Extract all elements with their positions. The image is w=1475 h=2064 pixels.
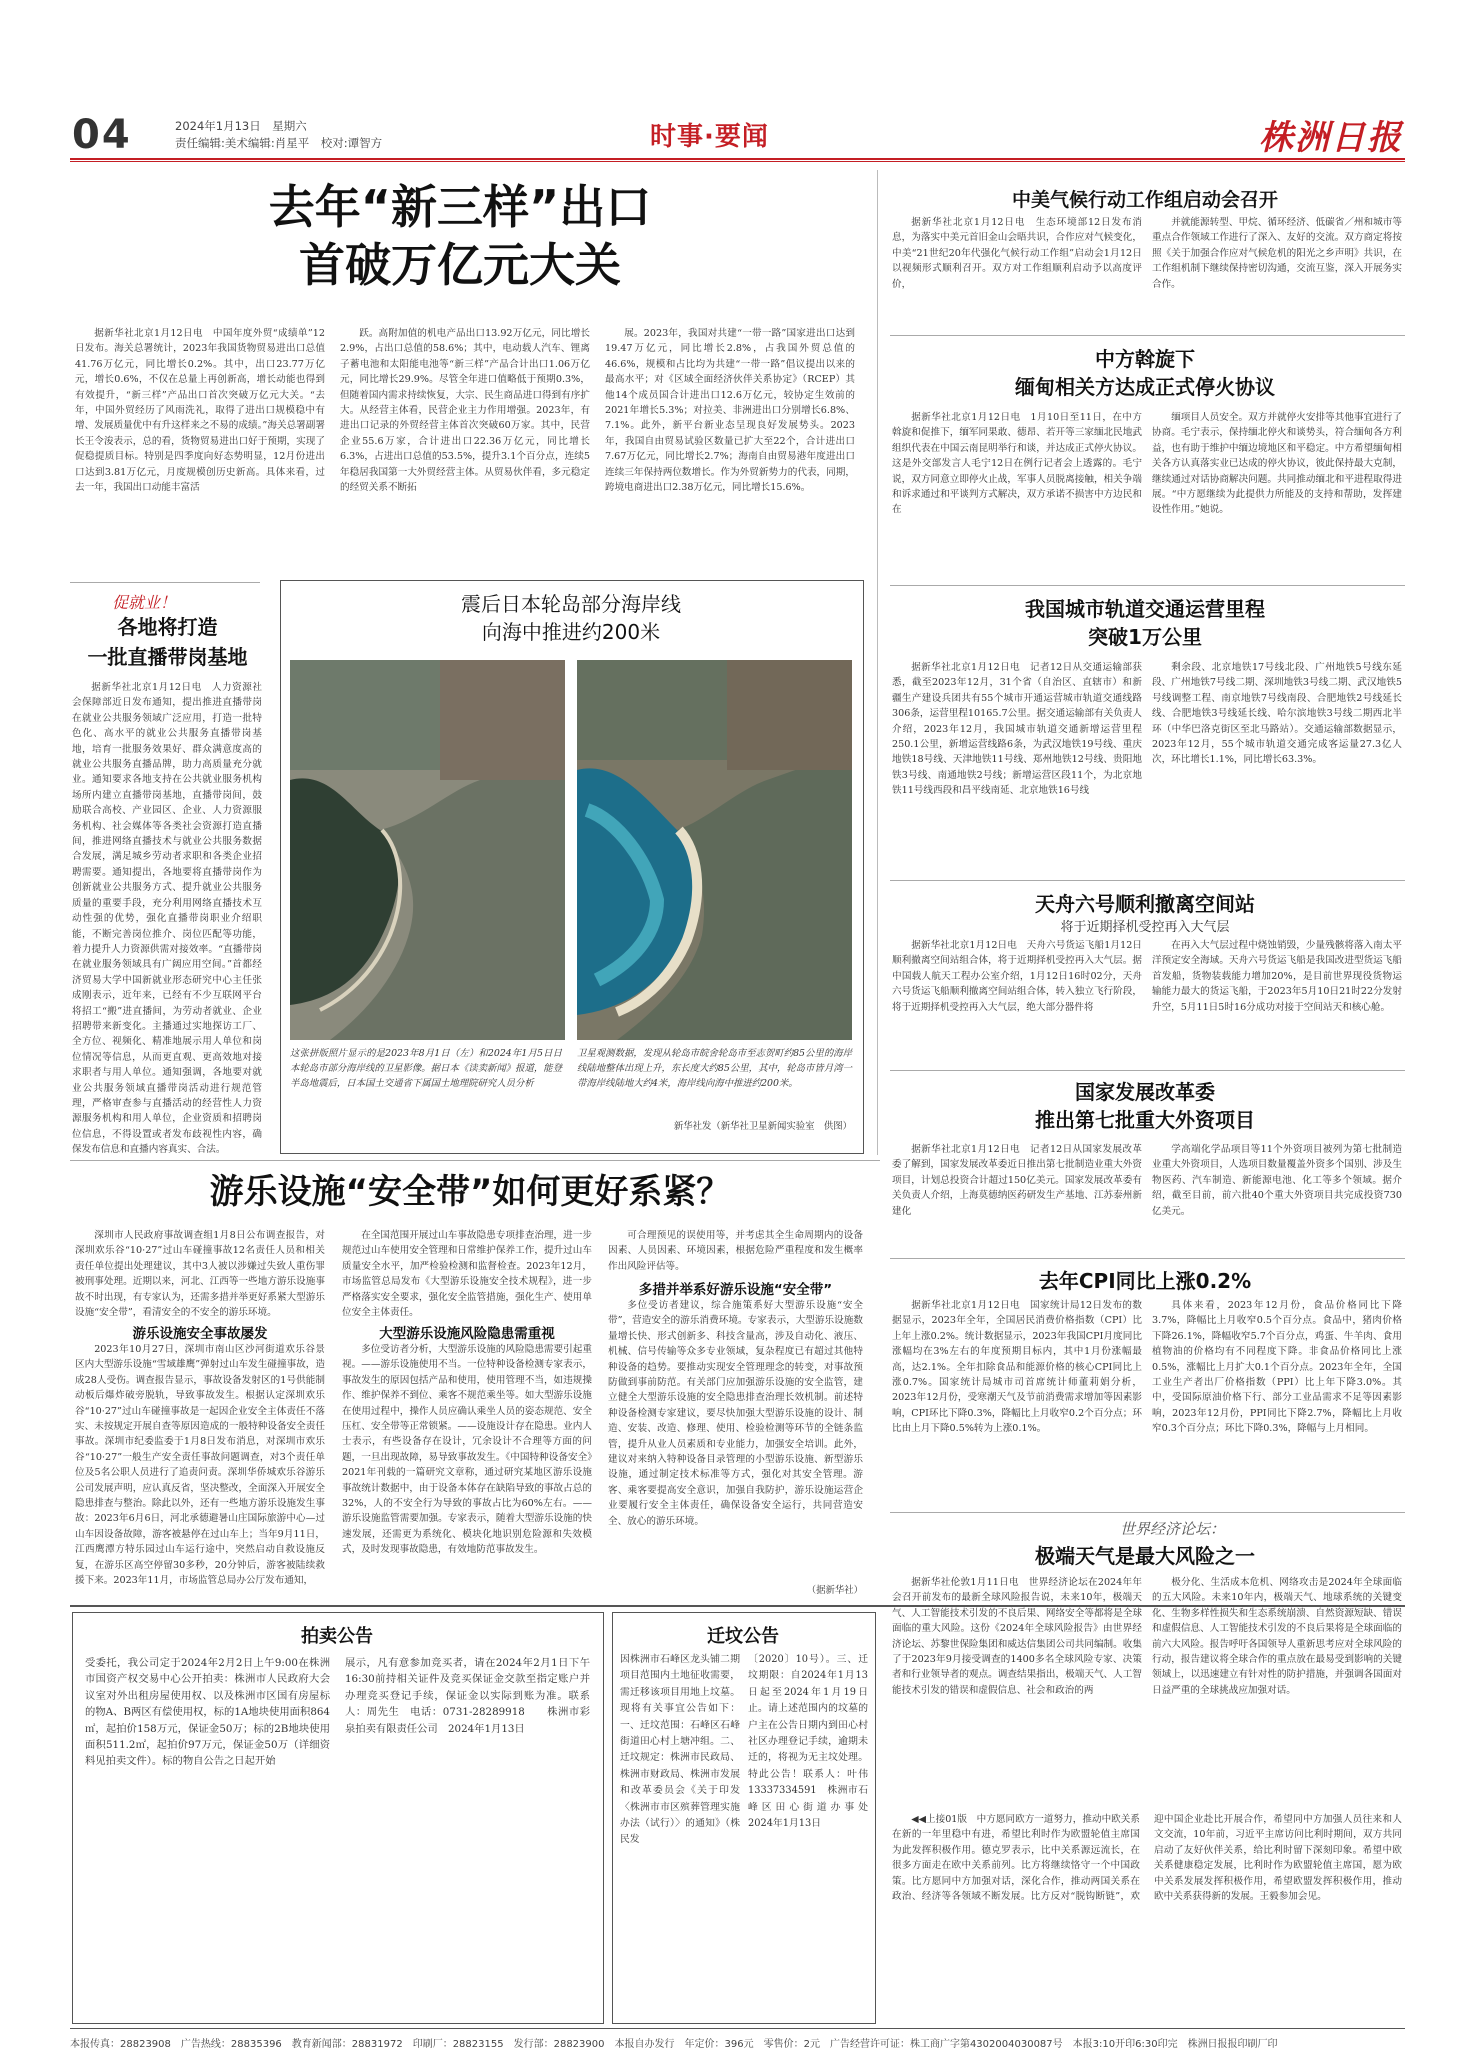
climate-col-2: 并就能源转型、甲烷、循环经济、低碳省／州和城市等重点合作领域工作进行了深入、友好的交流。双方商定将按照《关于加强合作应对气候危机的阳光之乡声明》共识，在工作组机制下继续保持密切沟通，交流互鉴，深入开展务实合作。 (1152, 217, 1402, 290)
auction-col-1: 受委托，我公司定于2024年2月2日上午9:00在株洲市国资产权交易中心公开拍卖：株洲市人民政府大会议室对外出租房屋使用权、以及株洲市区国有房屋标的物A、B两区有偿使用权，标的1A地块使用面积864㎡，起拍价158万元，保证金50万；标的2B地块使用面积511.2㎡，起拍价97万元，保证金50万（详细资料见拍卖文件）。标的物自公告之日起开始 (85, 1657, 330, 1768)
lead-col-1: 据新华社北京1月12日电 中国年度外贸“成绩单”12日发布。海关总署统计，2023年我国货物贸易进出口总值41.76万亿元，同比增长0.2%。其中，出口23.77万亿元，增长0.6%，不仅在总量上再创新高，增长动能也得到有效提升，“新三样”产品出口首次突破万亿元大关。“去年，中国外贸经历了风雨洗礼，取得了进出口规模稳中有增、发展质量优中有升这样来之不易的成绩。”海关总署副署长王令浚表示，总的看，货物贸易进出口好于预期，实现了促稳提质目标。特别是四季度向好态势明显，12月份进出口达到3.81万亿元，月度规模创历史新高。具体来看，过去一年，我国出口动能丰富活 (75, 328, 325, 494)
livestream-body: 据新华社北京1月12日电 人力资源社会保障部近日发布通知，提出推进直播带岗在就业公共服务领域广泛应用，打造一批特色化、高水平的就业公共服务直播带岗基地，培育一批服务效果好、群众满意度高的就业公共服务直播品牌，助力高质量充分就业。通知要求各地支持在公共就业服务机构场所内建立直播带岗基地，直播带岗间，鼓励联合高校、产业园区、企业、人力资源服务机构、社会媒体等各类社会资源打造直播间，推进网络直播技术与就业公共服务数据合发展，满足城乡劳动者求职和各类企业招聘需要。通知提出，各地要将直播带岗作为创新就业公共服务方式、提升就业公共服务质量的重要手段，充分利用网络直播技术互动性强的优势，强化直播带岗职业介绍职能，不断完善岗位推介、岗位匹配等功能，着力提升人力资源供需对接效率。“直播带岗在就业服务领域具有广阔应用空间。”首都经济贸易大学中国新就业形态研究中心主任张成刚表示，近年来，已经有不少互联网平台将招工“搬”进直播间，为劳动者就业、企业招聘带来新变化。主播通过实地探访工厂、全方位、视频化、精准地展示用人单位和岗位情况等信息，从而更直观、更高效地对接求职者与用人单位。通知强调，各地要对就业公共服务领域直播带岗活动进行规范管理，严格审查参与直播活动的经营性人力资源服务机构和用人单位，企业资质和招聘岗位信息，不得设置或者发布歧视性内容，确保发布信息和直播内容真实、合法。 (72, 682, 262, 1156)
ndrc-col-1: 据新华社北京1月12日电 记者12日从国家发展改革委了解到，国家发展改革委近日推出第七批制造业重大外资项目，计划总投资合计超过150亿美元。国家发展改革委有关负责人介绍，上海莫德纳医药研发生产基地、江苏泰州新建化 (892, 1144, 1142, 1217)
lead-title-line1: 去年“新三样”出口 (268, 180, 652, 234)
safety-subhead-3: 多措并举系好游乐设施“安全带” (638, 1282, 833, 1298)
divider (890, 1512, 1405, 1513)
column-divider (877, 170, 878, 1155)
header-info (175, 118, 382, 152)
relocation-col-1: 因株洲市石峰区龙头铺二期项目范围内土地征收需要，需迁移该项目用地上坟墓。现将有关事宜公告如下：一、迁坟范围：石峰区石峰街道田心村上塘冲组。二、迁坟规定：株洲市民政局、株洲市财政局、株洲市发展和改革委员会《关于印发〈株洲市市区殡葬管理实施办法（试行）〉的通知》（株民发 (620, 1654, 740, 1846)
safety-subhead-1: 游乐设施安全事故屡发 (132, 1326, 268, 1342)
safety-col-1: 2023年10月27日，深圳市南山区沙河街道欢乐谷景区内大型游乐设施“雪域雄鹰”弹射过山车发生碰撞事故，造成28人受伤。调查报告显示，事故设备发射区的1号供能制动板后爆炸破旁脱轨，导致事故发生。根据认定深圳欢乐谷“10·27”过山车碰撞事故是一起因企业安全主体责任不落实、未按规定开展自查等原因造成的一般特种设备安全责任事故。深圳市纪委监委于1月8日发布消息，对深圳市欢乐谷“10·27”一般生产安全责任事故问题调查，对3个责任单位及5名公职人员进行了追责问责。深圳华侨城欢乐谷游乐公司发展声明，应认真反省，坚决整改，全面深入开展安全隐患排查与整治。除此以外，还有一些地方游乐设施发生事故：2023年6月6日，河北承德避暑山庄国际旅游中心—过山车因设备故障，游客被悬停在过山车上；当年9月11日，江西鹰潭方特乐园过山车运行途中，突然启动自救设施反复，在游乐区高空停留30多秒，20分钟后，游客被陆续救援下来。2023年11月，市场监管总局办公厅发布通知， (75, 1344, 325, 1587)
rail-col-1: 据新华社北京1月12日电 记者12日从交通运输部获悉，截至2023年12月，31个省（自治区、直辖市）和新疆生产建设兵团共有55个城市开通运营城市轨道交通线路306条，运营里程10165.7公里。据交通运输部有关负责人介绍，2023年12月，我国城市轨道交通新增运营里程250.1公里，新增运营线路6条，为武汉地铁19号线、重庆地铁18号线、天津地铁11号线、郑州地铁12号线、贵阳地铁3号线、南通地铁2号线；新增运营区段11个，为北京地铁11号线西段和昌平线南延、北京地铁16号线 (892, 662, 1142, 797)
ads-rule (70, 1605, 1405, 1607)
photo-credit: 新华社发（新华社卫星新闻实验室 供图） (673, 1121, 852, 1132)
divider (890, 880, 1405, 881)
climate-col-1: 据新华社北京1月12日电 生态环境部12日发布消息，为落实中美元首旧金山会晤共识，合作应对气候变化，中美“21世纪20年代强化气候行动工作组”启动会1月12日以视频形式顺利召开。双方对工作组顺利启动予以高度评价， (892, 217, 1142, 290)
weather-col-2: 极分化、生活成本危机、网络攻击是2024年全球面临的五大风险。未来10年内，极端天气、地球系统的关键变化、生物多样性损失和生态系统崩溃、自然资源短缺、错误和虚假信息、人工智能技术引发的不良后果将是全球面临的前六大风险。报告呼吁各国领导人重新思考应对全球风险的行动，报告建议将全球合作的重点放在最易受到影响的关键领域上，以迅速建立有针对性的防护措施，并强调各国面对日益严重的全球挑战应加强对话。 (1152, 1577, 1402, 1696)
page-number: 04 (72, 112, 132, 158)
relocation-col-2: 〔2020〕10号）。三、迁坟期限：自2024年1月13日起至2024年1月19日止。请上述范围内的坟墓的户主在公告日期内到田心村社区办理登记手续，逾期未迁的，将视为无主坟处理。特此公告！联系人：叶伟 13337334591 株洲市石峰区田心街道办事处 2024年1月13日 (748, 1654, 878, 1830)
editors-line: 责任编辑:美术编辑:肖星平 校对:谭智方 (175, 136, 383, 150)
tianzhou-subtitle: 将于近期择机受控再入大气层 (1060, 920, 1230, 935)
rail-col-2: 剩余段、北京地铁17号线北段、广州地铁5号线东延段、广州地铁7号线二期、深圳地铁3号线二期、武汉地铁5号线调整工程、南京地铁7号线南段、合肥地铁2号线延长线、合肥地铁3号线延长线、哈尔滨地铁3号线二期西北半环（中华巴洛克街区至北马路站）。交通运输部数据显示，2023年12月，55个城市轨道交通完成客运量27.3亿人次，环比增长1.1%，同比增长63.3%。 (1152, 662, 1402, 766)
cpi-col-2: 具体来看，2023年12月份，食品价格同比下降3.7%，降幅比上月收窄0.5个百分点。食品中，猪肉价格下降26.1%，降幅收窄5.7个百分点，鸡蛋、牛羊肉、食用植物油的价格均有不同程度下降。非食品价格同比上涨0.5%，涨幅比上月扩大0.1个百分点。2023年全年，全国工业生产者出厂价格指数（PPI）比上年下降3.0%。其中，受国际原油价格下行、部分工业品需求不足等因素影响，2023年12月份，PPI同比下降2.7%，降幅比上月收窄0.3个百分点；环比下降0.3%，降幅与上月相同。 (1152, 1300, 1402, 1435)
divider (890, 585, 1405, 586)
safety-col-3b: 多位受访者建议，综合施策系好大型游乐设施“安全带”，营造安全的游乐消费环境。专家表示，大型游乐设施数量增长快、形式创新多、科技含量高，涉及自动化、液压、机械、信号传输等众多专业领域，复杂程度已有超过其他特种设备的趋势。要推动实现安全管理理念的转变，对事故预防做到事前防范。有关部门应加强游乐设施的安全监管，建立健全大型游乐设施的安全隐患排查治理长效机制。前述特种设备检测专家建议，要尽快加强大型游乐设施的设计、制造、安装、改造、修理、使用、检验检测等环节的全链条监管，提升从业人员素质和专业能力，加强安全培训。此外，建议对来纳入特种设备目录管理的小型游乐设施、新型游乐设施，通过制定技术标准等方式，强化对其安全管理。游客、乘客要提高安全意识，加强自我防护，游乐设施运营企业要履行安全主体责任，确保设备安全运行，共同营造安全、放心的游乐环境。 (608, 1300, 863, 1527)
continued-commentary: ◀◀上接01版 中方愿同欧方一道努力，推动中欧关系在新的一年里稳中有进，希望比利时作为欧盟轮值主席国为此发挥积极作用。德克罗表示，比中关系源远流长，在很多方面走在欧中关系前列。比方将继续恪守一个中国政策。比方愿同中方加强对话，深化合作，推动两国关系在政治、经济等各领域不断发展。比方反对“脱钩断链”，欢迎中国企业赴比开展合作，希望同中方加强人员往来和人文交流，10年前，习近平主席访问比利时期间，双方共同启动了友好伙伴关系，给比利时留下深刻印象。希望中欧关系健康稳定发展，比利时作为欧盟轮值主席国，愿为欧中关系发展发挥积极作用，希望欧盟发挥积极作用，推动欧中关系获得新的发展。王毅参加会见。 (892, 1814, 1402, 1903)
satellite-image-before-drawing (290, 660, 565, 1040)
lead-title-line2: 首破万亿元大关 (299, 238, 621, 292)
header-rule-thin (70, 161, 1405, 162)
rail-headline: 我国城市轨道交通运营里程 突破1万公里 (1025, 597, 1265, 649)
divider (70, 582, 260, 583)
climate-headline: 中美气候行动工作组启动会召开 (1011, 189, 1278, 211)
lead-col-2: 跃。高附加值的机电产品出口13.92万亿元，同比增长2.9%，占出口总值的58.6%；其中，电动载人汽车、锂离子蓄电池和太阳能电池等“新三样”产品合计出口1.06万亿元，同比增长29.9%。尽管全年进口值略低于预期0.3%，但随着国内需求持续恢复，大宗、民生商品进口得到有序扩大。从经营主体看，民营企业主力作用增强。2023年，有进出口记录的外贸经营主体首次突破60万家。其中，民营企业55.6万家，合计进出口22.36万亿元，同比增长6.3%，占进出口总值的53.5%，提升3.1个百分点，连续5年稳居我国第一大外贸经营主体。从贸易伙伴看，多元稳定的经贸关系不断拓 (340, 328, 590, 494)
safety-col-2b: 多位受访者分析，大型游乐设施的风险隐患需要引起重视。——游乐设施使用不当。一位特种设备检测专家表示，事故发生的原因包括产品和使用，使用管理不当，如违规操作、维护保养不到位、乘客不规范乘坐等。如大型游乐设施在使用过程中，操作人员应确认乘坐人员的姿态规范、安全压杠、安全带等正常锁紧。——设施设计存在隐患。业内人士表示，有些设备存在设计，冗余设计不合理等方面的问题，一旦出现故障，易导致事故发生。《中国特种设备安全》2021年刊载的一篇研究文章称，通过研究某地区游乐设施事故统计数据中，由于设备本体存在缺陷导致的事故占总的32%，人的不安全行为导致的事故占比为60%左右。——游乐设施监管需要加强。专家表示，随着大型游乐设施的快速发展，还需更为系统化、模块化地识别危险源和失效模式，及时发现事故隐患，有效地防范事故发生。 (342, 1344, 592, 1556)
photo-headline: 震后日本轮岛部分海岸线 向海中推进约200米 (461, 592, 681, 644)
cpi-headline: 去年CPI同比上涨0.2% (1038, 1269, 1252, 1293)
livestream-kicker: 促就业！ (112, 593, 177, 612)
lead-col-3: 展。2023年，我国对共建“一带一路”国家进出口达到19.47万亿元，同比增长2.8%，占我国外贸总值的46.6%，规模和占比均为共建“一带一路”倡议提出以来的最高水平；对《区域全面经济伙伴关系协定》（RCEP）其他14个成员国合计进出口12.6万亿元，较协定生效前的2021年增长5.3%；对拉美、非洲进出口分别增长6.8%、7.1%。此外，新平台新业态呈现良好发展势头。2023年，我国自由贸易试验区数量已扩大至22个，合计进出口7.67万亿元，同比增长2.7%；海南自由贸易港年度进出口连续三年保持两位数增长。作为外贸新势力的代表，同期，跨境电商进出口2.38万亿元，同比增长15.6%。 (605, 328, 855, 494)
header-rule (70, 158, 1405, 160)
divider (890, 335, 1405, 336)
photo-caption-right: 卫星观测数据，发现从轮岛市皖舍轮岛市至志贺町约85公里的海岸线陆地整体出现上升，东长度大约85公里，其中，轮岛市皆月湾一带海岸线陆地大约4米，海岸线向海中推进约200米。 (577, 1048, 852, 1089)
relocation-title: 迁坟公告 (707, 1626, 779, 1647)
divider (890, 1070, 1405, 1071)
myanmar-headline: 中方斡旋下 缅甸相关方达成正式停火协议 (1015, 347, 1275, 399)
auction-col-2: 展示，凡有意参加竞买者，请在2024年2月1日下午16:30前持相关证件及竞买保证金交款至指定账户并办理竞买登记手续，保证金以实际到账为准。联系人：周先生 电话：0731-28289918 株洲市彩泉拍卖有限责任公司 2024年1月13日 (345, 1657, 590, 1735)
tianzhou-headline: 天舟六号顺利撤离空间站 (1035, 892, 1255, 916)
livestream-headline: 各地将打造 一批直播带岗基地 (87, 615, 248, 669)
weather-headline: 极端天气是最大风险之一 (1035, 1544, 1255, 1568)
issue-date: 2024年1月13日 星期六 (175, 119, 307, 133)
safety-col-2a: 在全国范围开展过山车事故隐患专项排查治理，进一步规范过山车使用安全管理和日常维护保养工作，提升过山车质量安全水平，加严检验检测和监督检查。2023年12月，市场监管总局发布《大型游乐设施安全技术规程》，进一步严格落实安全要求，强化安全监管措施，强化生产、使用单位安全主体责任。 (342, 1230, 592, 1319)
divider (70, 1160, 880, 1161)
safety-intro: 深圳市人民政府事故调查组1月8日公布调查报告，对深圳欢乐谷“10·27”过山车碰撞事故12名责任人员和相关责任单位提出处理建议，其中3人被以涉嫌过失致人重伤罪被刑事处理。近期以来，河北、江西等一些地方游乐设施事故不时出现，有专家认为，还需多措并举更好系紧大型游乐设施“安全带”，看清安全的不安全的游乐环境。 (75, 1230, 325, 1319)
photo-caption-left: 这张拼版照片显示的是2023年8月1日（左）和2024年1月5日日本轮岛市部分海岸线的卫星影像。据日本《读卖新闻》报道，能登半岛地震后，日本国土交通省下属国土地理院研究人员分析 (290, 1048, 562, 1089)
weather-col-1: 据新华社伦敦1月11日电 世界经济论坛在2024年年会召开前发布的最新全球风险报告说，未来10年，极端天气、人工智能技术引发的不良后果、网络安全等都将是全球面临的重大风险。这份《2024年全球风险报告》由世界经济论坛、苏黎世保险集团和威达信集团公司共同编制。收集了于2023年9月接受调查的1400多名全球风险专家、决策者和行业领导者的观点。调查结果指出，极端天气、人工智能技术引发的错误和虚假信息、社会和政治的两 (892, 1577, 1142, 1696)
newspaper-logo: 株洲日报 (1259, 118, 1403, 158)
tianzhou-col-2: 在再入大气层过程中烧蚀销毁，少量残骸将落入南太平洋预定安全海域。天舟六号货运飞船是我国改进型货运飞船首发船，货物装载能力增加20%，是目前世界现役货物运输能力最大的货运飞船，于2023年5月10日21时22分发射升空，5月11日5时16分成功对接于空间站天和核心舱。 (1152, 940, 1402, 1013)
safety-credit: （据新华社） (806, 1585, 863, 1596)
cpi-col-1: 据新华社北京1月12日电 国家统计局12日发布的数据显示，2023年全年，全国居民消费价格指数（CPI）比上年上涨0.2%。统计数据显示，2023年我国CPI月度同比涨幅均在3%左右的年度预期目标内，其中1月份涨幅最高，达2.1%。全年扣除食品和能源价格的核心CPI同比上涨0.7%。国家统计局城市司首席统计师董莉娟分析，2023年12月份，受寒潮天气及节前消费需求增加等因素影响，CPI环比下降0.3%，降幅比上月收窄0.2个百分点；环比由上月下降0.5%转为上涨0.1%。 (892, 1300, 1142, 1435)
safety-headline: 游乐设施“安全带”如何更好系紧？ (209, 1172, 731, 1212)
satellite-image-after (577, 660, 852, 1040)
myanmar-col-1: 据新华社北京1月12日电 1月10日至11日，在中方斡旋和促推下，缅军同果敢、德昂、若开等三家缅北民地武组织代表在中国云南昆明举行和谈，并达成正式停火协议。这是外交部发言人毛宁12日在例行记者会上透露的。毛宁说，双方同意立即停火止战，军事人员脱离接触，相关争端和诉求通过和平谈判方式解决，双方承诺不损害中方边民和在 (892, 412, 1142, 516)
safety-subhead-2: 大型游乐设施风险隐患需重视 (379, 1326, 555, 1342)
satellite-image-before (290, 660, 565, 1040)
myanmar-col-2: 缅项目人员安全。双方并就停火安排等其他事宜进行了协商。毛宁表示，保持缅北停火和谈势头，符合缅甸各方利益，也有助于维护中缅边境地区和平稳定。中方希望缅甸相关各方认真落实业已达成的停火协议，彼此保持最大克制，继续通过对话协商解决问题。共同推动缅北和平进程取得进展。“中方愿继续为此提供力所能及的支持和帮助，发挥建设性作用。”她说。 (1152, 412, 1402, 516)
auction-title: 拍卖公告 (301, 1626, 373, 1647)
lead-headline (160, 178, 760, 294)
divider (890, 1258, 1405, 1259)
section-title: 时事·要闻 (650, 122, 769, 152)
satellite-image-after-drawing (577, 660, 852, 1040)
ndrc-col-2: 学高端化学品项目等11个外资项目被列为第七批制造业重大外资项目，人选项目数量覆盖外资多个国别、涉及生物医药、汽车制造、新能源电池、化工等多个领域。据介绍，截至目前，前六批40个重大外资项目共完成投资730亿美元。 (1152, 1144, 1402, 1217)
ndrc-headline: 国家发展改革委 推出第七批重大外资项目 (1035, 1080, 1255, 1132)
tianzhou-col-1: 据新华社北京1月12日电 天舟六号货运飞船1月12日顺利撤离空间站组合体，将于近期择机受控再入大气层。据中国载人航天工程办公室介绍，1月12日16时02分，天舟六号货运飞船顺利撤离空间站组合体，转入独立飞行阶段，将于近期择机受控再入大气层，绝大部分器件将 (892, 940, 1142, 1013)
footer-info: 本报传真：28823908 广告热线：28835396 教育新闻部：28831972 印刷厂：28823155 发行部：28823900 本报自办发行 年定价：396元 零售价：2元 广告经营许可证：株工商广字第4302004030087号 本报3:10开印6:30印完 株洲日报报印刷厂印 (70, 2039, 1278, 2050)
safety-col-3a: 可合理预见的误使用等，并考虑其全生命周期内的设备因素、人员因素、环境因素，根据危险严重程度和发生概率作出风险评估等。 (608, 1230, 863, 1272)
weather-kicker: 世界经济论坛： (1120, 1520, 1226, 1538)
footer-rule (70, 2028, 1405, 2029)
